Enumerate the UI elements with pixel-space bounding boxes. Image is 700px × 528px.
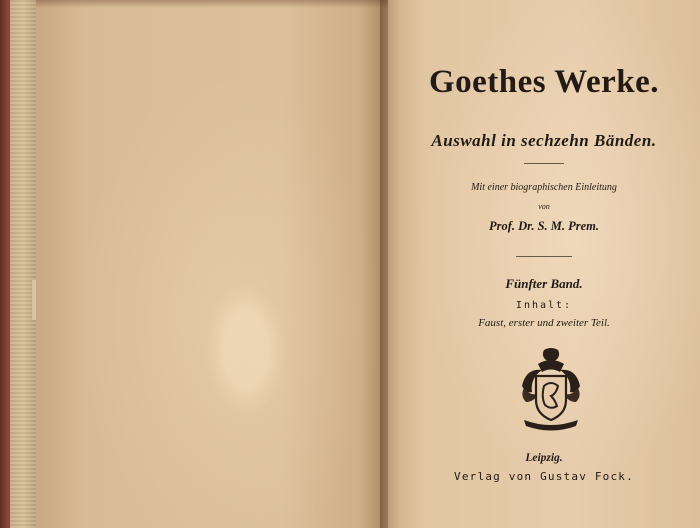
- contents-label: Inhalt:: [515, 300, 573, 311]
- publisher-emblem-icon: [516, 346, 586, 432]
- contents-text: Faust, erster und zweiter Teil.: [478, 317, 610, 329]
- divider-rule-top: [524, 163, 564, 164]
- left-blank-page: [36, 0, 388, 528]
- book-spine-cloth: [10, 0, 38, 528]
- publication-place: Leipzig.: [525, 452, 563, 464]
- introduction-line: Mit einer biographischen Einleitung: [471, 182, 617, 193]
- author-name: Prof. Dr. S. M. Prem.: [488, 219, 600, 233]
- divider-rule-middle: [516, 256, 572, 257]
- publisher-name: Verlag von Gustav Fock.: [454, 470, 634, 483]
- book-title: Goethes Werke.: [428, 64, 660, 100]
- volume-label: Fünfter Band.: [505, 276, 583, 291]
- title-page: [388, 0, 700, 528]
- book-subtitle: Auswahl in sechzehn Bänden.: [431, 131, 657, 150]
- book-gutter-shadow: [380, 0, 400, 528]
- by-line: von: [538, 202, 550, 211]
